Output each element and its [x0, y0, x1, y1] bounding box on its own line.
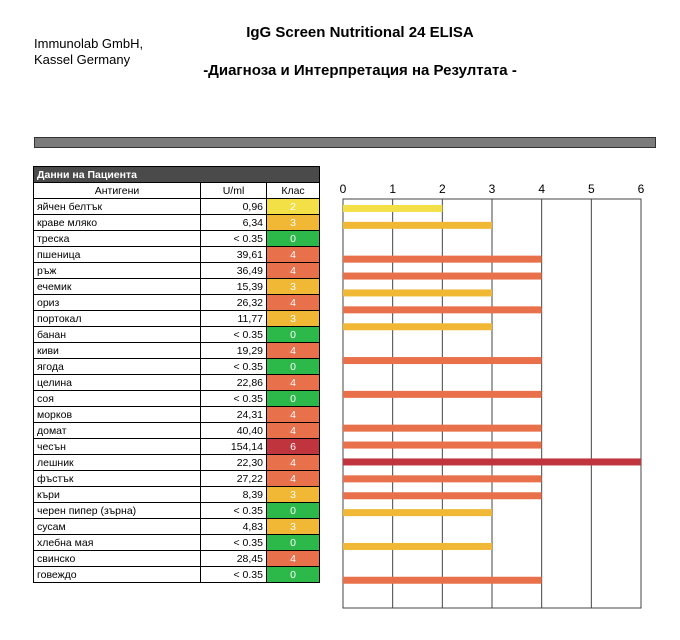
x-tick-label: 1 — [389, 182, 397, 196]
antigen-value: 15,39 — [201, 279, 267, 295]
antigen-name: краве мляко — [34, 215, 201, 231]
antigen-value: 40,40 — [201, 423, 267, 439]
antigen-name: домат — [34, 423, 201, 439]
antigen-name: ечемик — [34, 279, 201, 295]
bar-морков — [343, 425, 542, 432]
bar-лешник — [343, 475, 542, 482]
lab-name-line1: Immunolab GmbH, — [34, 36, 144, 51]
antigen-value: 4,83 — [201, 519, 267, 535]
bar-къри — [343, 509, 492, 516]
lab-location: Kassel Germany — [34, 52, 131, 67]
antigen-name: пшеница — [34, 247, 201, 263]
antigen-class: 2 — [267, 199, 320, 215]
bar-пшеница — [343, 256, 542, 263]
patient-data-label: Данни на Пациента — [34, 167, 320, 183]
col-value-header: U/ml — [201, 183, 267, 199]
antigen-value: 26,32 — [201, 295, 267, 311]
x-tick-label: 0 — [339, 182, 347, 196]
antigen-value: 27,22 — [201, 471, 267, 487]
bar-домат — [343, 442, 542, 449]
report-title: IgG Screen Nutritional 24 ELISA — [246, 24, 474, 41]
antigen-class: 3 — [267, 311, 320, 327]
antigen-class: 0 — [267, 391, 320, 407]
bar-сусам — [343, 543, 492, 550]
antigen-name: ориз — [34, 295, 201, 311]
antigen-value: 0,96 — [201, 199, 267, 215]
antigen-name: киви — [34, 343, 201, 359]
antigen-class: 4 — [267, 407, 320, 423]
bar-портокал — [343, 323, 492, 330]
antigen-name: треска — [34, 231, 201, 247]
antigen-name: целина — [34, 375, 201, 391]
antigen-class: 4 — [267, 375, 320, 391]
antigen-name: портокал — [34, 311, 201, 327]
antigen-name: сусам — [34, 519, 201, 535]
antigen-class: 4 — [267, 295, 320, 311]
antigen-class: 3 — [267, 487, 320, 503]
antigen-class: 0 — [267, 535, 320, 551]
bar-киви — [343, 357, 542, 364]
bar-фъстък — [343, 492, 542, 499]
bar-краве мляко — [343, 222, 492, 229]
col-class-header: Клас — [267, 183, 320, 199]
x-tick-label: 2 — [438, 182, 446, 196]
antigen-class: 4 — [267, 455, 320, 471]
antigen-name: ягода — [34, 359, 201, 375]
antigen-value: 36,49 — [201, 263, 267, 279]
antigen-value: 19,29 — [201, 343, 267, 359]
antigen-value: < 0.35 — [201, 503, 267, 519]
antigen-class: 0 — [267, 567, 320, 583]
antigen-value: < 0.35 — [201, 567, 267, 583]
antigen-class: 4 — [267, 423, 320, 439]
antigen-class: 4 — [267, 471, 320, 487]
antigen-class: 4 — [267, 263, 320, 279]
antigen-value: 22,86 — [201, 375, 267, 391]
antigen-value: 28,45 — [201, 551, 267, 567]
antigen-class: 3 — [267, 215, 320, 231]
antigen-class: 3 — [267, 519, 320, 535]
antigen-class: 0 — [267, 359, 320, 375]
antigen-class: 4 — [267, 247, 320, 263]
antigen-class: 0 — [267, 327, 320, 343]
antigen-value: < 0.35 — [201, 231, 267, 247]
antigen-name: морков — [34, 407, 201, 423]
antigen-value: 11,77 — [201, 311, 267, 327]
antigen-value: < 0.35 — [201, 359, 267, 375]
antigen-name: черен пипер (зърна) — [34, 503, 201, 519]
antigen-name: яйчен белтък — [34, 199, 201, 215]
antigen-class: 4 — [267, 343, 320, 359]
col-antigen-header: Антигени — [34, 183, 201, 199]
antigen-name: ръж — [34, 263, 201, 279]
antigen-name: соя — [34, 391, 201, 407]
report-subtitle: -Диагноза и Интерпретация на Резултата - — [203, 62, 517, 79]
x-tick-label: 5 — [587, 182, 595, 196]
antigen-value: 6,34 — [201, 215, 267, 231]
antigen-value: 24,31 — [201, 407, 267, 423]
antigen-value: 8,39 — [201, 487, 267, 503]
antigen-name: говеждо — [34, 567, 201, 583]
bar-свинско — [343, 577, 542, 584]
antigen-name: банан — [34, 327, 201, 343]
antigen-class: 0 — [267, 231, 320, 247]
x-tick-label: 3 — [488, 182, 496, 196]
antigen-value: 39,61 — [201, 247, 267, 263]
antigen-name: лешник — [34, 455, 201, 471]
antigen-name: свинско — [34, 551, 201, 567]
antigen-class: 6 — [267, 439, 320, 455]
bar-ечемик — [343, 289, 492, 296]
bar-яйчен белтък — [343, 205, 442, 212]
antigen-name: чесън — [34, 439, 201, 455]
x-tick-label: 6 — [637, 182, 645, 196]
bar-целина — [343, 391, 542, 398]
antigen-name: фъстък — [34, 471, 201, 487]
antigen-class: 4 — [267, 551, 320, 567]
antigen-class: 3 — [267, 279, 320, 295]
bar-чесън — [343, 458, 641, 465]
antigen-name: къри — [34, 487, 201, 503]
bar-ориз — [343, 306, 542, 313]
antigen-class: 0 — [267, 503, 320, 519]
x-tick-label: 4 — [538, 182, 546, 196]
antigen-value: 22,30 — [201, 455, 267, 471]
antigen-value: < 0.35 — [201, 391, 267, 407]
bar-ръж — [343, 273, 542, 280]
antigen-value: 154,14 — [201, 439, 267, 455]
antigen-value: < 0.35 — [201, 535, 267, 551]
antigen-value: < 0.35 — [201, 327, 267, 343]
antigen-name: хлебна мая — [34, 535, 201, 551]
